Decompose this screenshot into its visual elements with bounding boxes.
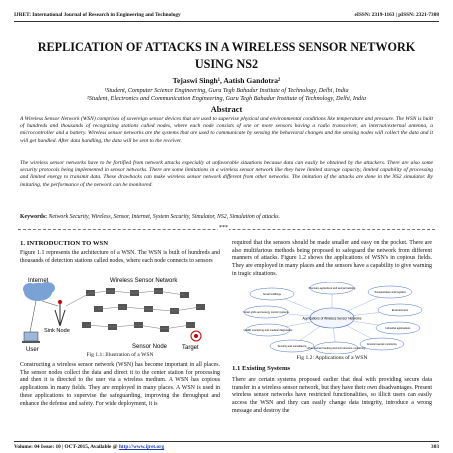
application-label: Security and surveillance [277, 345, 307, 348]
user-laptop-icon [22, 332, 40, 343]
wsn-illustration [20, 274, 220, 354]
label-internet: Internet [28, 278, 49, 284]
fig-1-2-caption: Fig 1.2: Applications of a WSN [296, 355, 368, 361]
keywords [20, 214, 433, 220]
application-label: Industrial applications [385, 327, 411, 330]
affiliation-2: ²Student, Electronics and Communication Engineering, Guru Tegh Bahadur Institute of Technology, Delhi, India [87, 95, 366, 102]
application-label: Smart grids and energy control systems [243, 311, 289, 314]
section-heading-existing: 1.1 Existing Systems [232, 365, 291, 372]
application-label: Transportation and logistics [374, 291, 406, 294]
applications-hub-label: Applications of Wireless Sensor Networks [302, 316, 362, 321]
application-label: Smart buildings [263, 293, 281, 296]
internet-cloud-icon [23, 282, 55, 301]
right-intro-paragraph: required that the sensors should be made smaller and easy on the pocket. There are also multifarious methods being proposed to safeguard the network from different manners of attacks. Figure 1.2 shows the applications of WSN's in copious fields. They are employed in many places and the sensors have a capability to give warning in tragic situations. [232, 240, 432, 277]
running-header [14, 12, 439, 18]
header-rule [14, 21, 439, 22]
label-wireless-sensor-network: Wireless Sensor Network [110, 278, 178, 284]
footer-url-link[interactable]: http://www.ijret.org [118, 444, 165, 450]
issn: eISSN: 2319-1163 | pISSN: 2321-7308 [354, 12, 439, 18]
footer-volume: Volume: 04 Issue: 10 | OCT-2015, Available @ [14, 444, 118, 450]
title-line-1: REPLICATION OF ATTACKS IN A WIRELESS SENSOR NETWORK [37, 40, 416, 54]
existing-systems-paragraph: There are certain systems proposed earlier that deal with providing secure data transfer in a wireless sensor network, but they have their own disadvantages. Present wireless sensor networks have restricted functionalities, so illicit users can easily access the WSN and they can easily change data integrity, introduce a wrong message and destroy the [232, 377, 432, 414]
application-label: Entertainment [391, 309, 409, 312]
applications-diagram [232, 282, 432, 354]
title-line-2: USING NS2 [194, 57, 259, 71]
label-sink-node: Sink Node [44, 328, 70, 334]
footer-page-number: 303 [431, 444, 439, 450]
sink-node-icon [55, 300, 65, 326]
application-label: Urban terrain tracking and civil structure monitoring [306, 347, 366, 350]
keywords-text: Network Security, Wireless, Sensor, Internet, System Security, Simulator, NS2, Simulation of attacks. [48, 214, 280, 220]
fig-1-1-caption: Fig 1.1: Illustration of a WSN [86, 352, 154, 358]
application-label: Health monitoring and medical diagnostics [243, 329, 293, 332]
keywords-label: Keywords: [20, 214, 48, 220]
abstract-heading: Abstract [210, 104, 243, 114]
label-sensor-node: Sensor Node [132, 344, 168, 350]
footer-rule [14, 441, 439, 442]
label-user: User [26, 347, 39, 353]
application-label: Environmental monitoring [367, 343, 397, 346]
journal-name: IJRET: International Journal of Research in Engineering and Technology [14, 12, 181, 18]
abstract-paragraph-2: The wireless sensor networks have to be fortified from network attacks especially at unfavorable situations because data can easily be obtained by the attackers. There are also some security protocols being implemented in sensor networks. There are some limitations in a wireless sensor network like they have limited storage capacity, limited capability of processing and limited energy to transmit data. These drawbacks can make wireless sensor network different from other networks. The imitation of the attacks are done in the NS2 simulator. By imitating, the performance of the network can be monitored. [20, 160, 433, 188]
application-label: Precision agriculture and animal tracking [308, 287, 356, 290]
paper-title [20, 39, 433, 73]
separator-mark: *** [219, 225, 228, 231]
intro-paragraph: Figure 1.1 represents the architecture of a WSN. The WSN is built of hundreds and thousands of detection stations called nodes, where each node connects to sensors [20, 250, 220, 264]
affiliation-1: ¹Student, Computer Science Engineering, Guru Tegh Bahadur Institute of Technology, Delhi, India [104, 87, 349, 94]
left-body-paragraph: Constructing a wireless sensor network (WSN) has become important in all places. The sensor nodes collect the data and direct it to the center station for processing and then it is directed to the user via a wireless medium. A WSN has copious applications in many fields. They are employed in many places. A WSN is used in these applications to supervise the safeguarding, improving the throughput and enhance the defense and safety. For wide deployment, it is [20, 362, 220, 407]
target-icon [191, 331, 201, 341]
running-footer [14, 444, 439, 450]
author-names: Tejaswi Singh¹, Aatish Gandotra² [172, 76, 281, 85]
section-heading-intro: 1. INTRODUCTION TO WSN [20, 240, 109, 247]
label-target: Target [182, 345, 199, 351]
abstract-paragraph-1: A Wireless Sensor Network (WSN) comprises of sovereign sensor devices that are used to supervise physical and environmental conditions like temperature and pressure. The WSN is built of hundreds and thousands of recognizing stations called nodes, where each node consists of one or more sensors having a radio transceiver, an internal/external antenna, a microcontroller and a battery. Wireless sensor networks are the systems that are used to communicate by sensing the behavioral changes and the sensing nodes will collect the data and it will get handled. After data handling, the data will be sent to the receiver. [20, 116, 433, 144]
